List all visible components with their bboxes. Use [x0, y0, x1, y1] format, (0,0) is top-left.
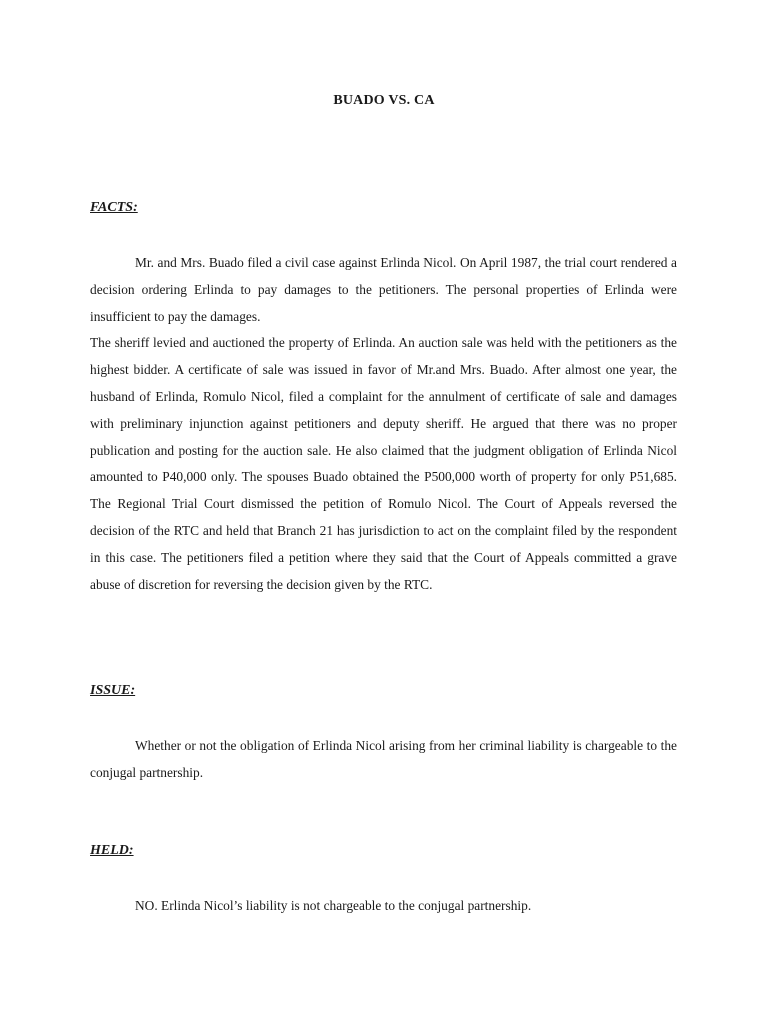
issue-paragraph: Whether or not the obligation of Erlinda Nicol arising from her criminal liability is chargeable to the conjugal partnership. — [90, 738, 677, 780]
issue-heading: ISSUE: — [90, 683, 136, 698]
facts-paragraph-2: The sheriff levied and auctioned the property of Erlinda. An auction sale was held with the petitioners as the highest bidder. A certificate of sale was issued in favor of Mr.and Mrs. Buado. After almost one year, the husband of Erlinda, Romulo Nicol, filed a complaint for the annulment of certificate of sale and damages with preliminary injunction against petitioners and deputy sheriff. He argued that there was no proper publication and posting for the auction sale. He also claimed that the judgment obligation of Erlinda Nicol amounted to P40,000 only. The spouses Buado obtained the P500,000 worth of property for only P51,685. The Regional Trial Court dismissed the petition of Romulo Nicol. The Court of Appeals reversed the decision of the RTC and held that Branch 21 has jurisdiction to act on the complaint filed by the respondent in this case. The petitioners filed a petition where they said that the Court of Appeals committed a grave abuse of discretion for reversing the decision given by the RTC. — [90, 335, 677, 592]
held-heading: HELD: — [90, 843, 134, 858]
facts-paragraph-1: Mr. and Mrs. Buado filed a civil case against Erlinda Nicol. On April 1987, the trial court rendered a decision ordering Erlinda to pay damages to the petitioners. The personal properties of Erlinda were insufficient to pay the damages. — [90, 255, 677, 324]
issue-body — [90, 733, 677, 787]
document-title: BUADO VS. CA — [333, 93, 435, 108]
facts-body — [90, 250, 677, 598]
held-paragraph: NO. Erlinda Nicol’s liability is not chargeable to the conjugal partnership. — [135, 898, 532, 913]
held-body — [90, 893, 677, 920]
facts-heading: FACTS: — [90, 200, 138, 215]
